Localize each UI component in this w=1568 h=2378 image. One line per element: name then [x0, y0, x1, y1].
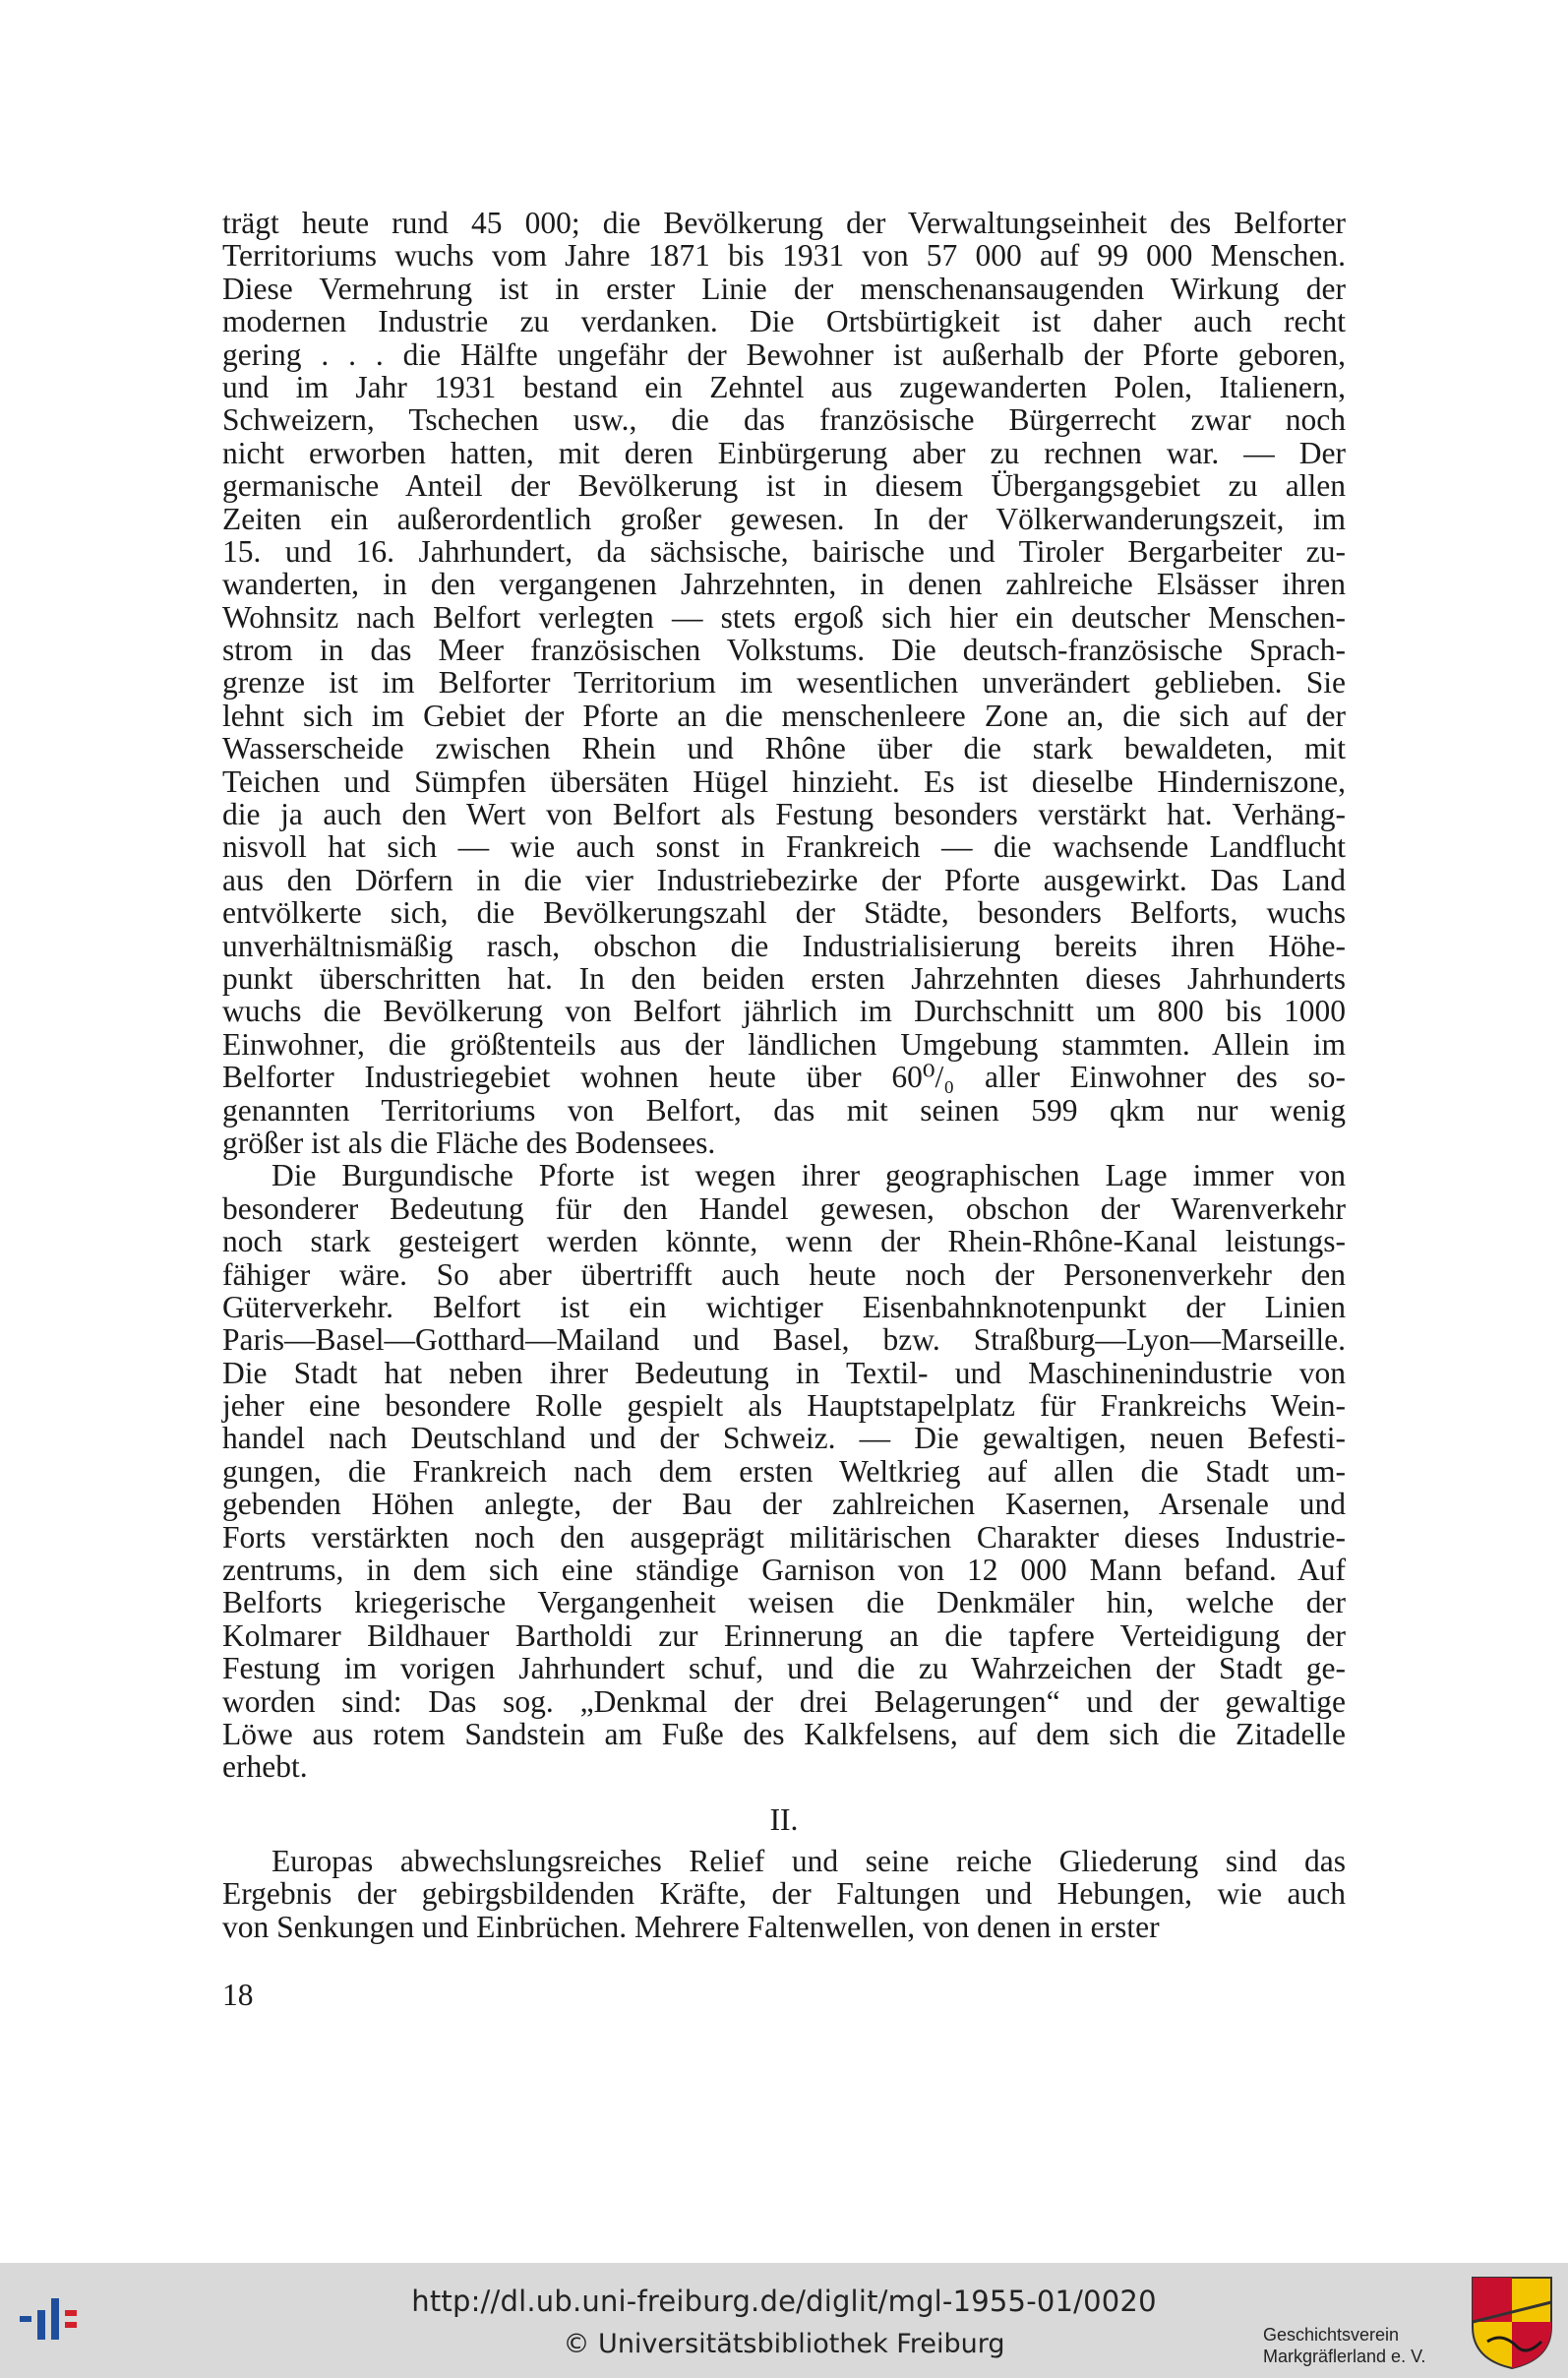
- text-line: Die Burgundische Pforte ist wegen ihrer geographischen Lage immer von: [271, 1158, 1346, 1193]
- text-line: lehnt sich im Gebiet der Pforte an die menschenleere Zone an, die sich auf der: [222, 698, 1346, 733]
- coat-of-arms-icon: [1468, 2273, 1556, 2371]
- text-line: entvölkerte sich, die Bevölkerungszahl der Städte, besonders Belforts, wuchs: [222, 895, 1346, 931]
- text-line: Territoriums wuchs vom Jahre 1871 bis 1931 von 57 000 auf 99 000 Menschen.: [222, 238, 1346, 274]
- text-line: Die Stadt hat neben ihrer Bedeutung in Textil- und Maschinenindustrie von: [222, 1355, 1346, 1390]
- section-heading: II.: [769, 1802, 799, 1837]
- text-line: aus den Dörfern in die vier Industriebezirke der Pforte ausgewirkt. Das Land: [222, 862, 1346, 897]
- page-number: 18: [222, 1978, 254, 2012]
- text-line: besonderer Bedeutung für den Handel gewesen, obschon der Warenverkehr: [222, 1190, 1346, 1226]
- text-line: Europas abwechslungsreiches Relief und seine reiche Gliederung sind das: [271, 1844, 1346, 1878]
- body-text-continued: [222, 1845, 1346, 1943]
- text-line: Teichen und Sümpfen übersäten Hügel hinzieht. Es ist dieselbe Hinderniszone,: [222, 763, 1346, 799]
- text-line: Schweizern, Tschechen usw., die das französische Bürgerrecht zwar noch: [222, 402, 1346, 438]
- text-line: grenze ist im Belforter Territorium im wesentlichen unverändert geblieben. Sie: [222, 665, 1346, 701]
- text-line: germanische Anteil der Bevölkerung ist in diesem Übergangsgebiet zu allen: [222, 468, 1346, 504]
- text-line: punkt überschritten hat. In den beiden ersten Jahrzehnten dieses Jahrhunderts: [222, 960, 1346, 996]
- text-line: unverhältnismäßig rasch, obschon die Industrialisierung bereits ihren Höhe-: [222, 928, 1346, 963]
- text-line: genannten Territoriums von Belfort, das mit seinen 599 qkm nur wenig: [222, 1092, 1346, 1128]
- text-line: Ergebnis der gebirgsbildenden Kräfte, der Faltungen und Hebungen, wie auch: [222, 1876, 1346, 1912]
- org-name-line1: Geschichtsverein: [1263, 2325, 1400, 2345]
- text-line: Kolmarer Bildhauer Bartholdi zur Erinnerung an die tapfere Verteidigung der: [222, 1617, 1346, 1653]
- text-line: gebenden Höhen anlegte, der Bau der zahlreichen Kasernen, Arsenale und: [222, 1487, 1346, 1522]
- text-line: Belforts kriegerische Vergangenheit weisen die Denkmäler hin, welche der: [222, 1585, 1346, 1620]
- org-name-line2: Markgräflerland e. V.: [1263, 2347, 1426, 2366]
- text-line: gungen, die Frankreich nach dem ersten Weltkrieg auf allen die Stadt um-: [222, 1453, 1346, 1489]
- text-line: fähiger wäre. So aber übertrifft auch heute noch der Personenverkehr den: [222, 1256, 1346, 1292]
- text-line: Forts verstärkten noch den ausgeprägt militärischen Charakter dieses Industrie-: [222, 1519, 1346, 1555]
- text-line: Löwe aus rotem Sandstein am Fuße des Kalkfelsens, auf dem sich die Zitadelle: [222, 1716, 1346, 1751]
- paragraph-3: [222, 1845, 1346, 1943]
- text-line: Wasserscheide zwischen Rhein und Rhône über die stark bewaldeten, mit: [222, 731, 1346, 766]
- text-line: noch stark gesteigert werden könnte, wenn der Rhein-Rhône-Kanal leistungs-: [222, 1224, 1346, 1259]
- viewer-footer: [0, 2263, 1568, 2378]
- text-line: gering . . . die Hälfte ungefähr der Bewohner ist außerhalb der Pforte geboren,: [222, 336, 1346, 372]
- text-line: von Senkungen und Einbrüchen. Mehrere Faltenwellen, von denen in erster: [222, 1909, 1160, 1944]
- text-line: modernen Industrie zu verdanken. Die Ortsbürtigkeit ist daher auch recht: [222, 304, 1346, 339]
- text-line: nisvoll hat sich — wie auch sonst in Frankreich — die wachsende Landflucht: [222, 829, 1346, 865]
- text-line: 15. und 16. Jahrhundert, da sächsische, bairische und Tiroler Bergarbeiter zu-: [222, 533, 1346, 569]
- footer-url-link[interactable]: http://dl.ub.uni-freiburg.de/diglit/mgl-1955-01/0020: [411, 2285, 1157, 2318]
- footer-copyright: © Universitätsbibliothek Freiburg: [563, 2329, 1005, 2359]
- text-line: erhebt.: [222, 1749, 308, 1785]
- body-text: [222, 207, 1346, 1784]
- text-line: Festung im vorigen Jahrhundert schuf, und die zu Wahrzeichen der Stadt ge-: [222, 1651, 1346, 1686]
- text-line: jeher eine besondere Rolle gespielt als Hauptstapelplatz für Frankreichs Wein-: [222, 1388, 1346, 1424]
- text-line: Diese Vermehrung ist in erster Linie der menschenansaugenden Wirkung der: [222, 271, 1346, 306]
- text-line: wanderten, in den vergangenen Jahrzehnten, in denen zahlreiche Elsässer ihren: [222, 567, 1346, 602]
- text-line: handel nach Deutschland und der Schweiz. — Die gewaltigen, neuen Befesti-: [222, 1421, 1346, 1456]
- text-line: worden sind: Das sog. „Denkmal der drei Belagerungen“ und der gewaltige: [222, 1683, 1346, 1719]
- text-line: zentrums, in dem sich eine ständige Garnison von 12 000 Mann befand. Auf: [222, 1553, 1346, 1588]
- text-line: nicht erworben hatten, mit deren Einbürgerung aber zu rechnen war. — Der: [222, 435, 1346, 470]
- text-line: Paris—Basel—Gotthard—Mailand und Basel, bzw. Straßburg—Lyon—Marseille.: [222, 1322, 1346, 1358]
- text-line: die ja auch den Wert von Belfort als Festung besonders verstärkt hat. Verhäng-: [222, 797, 1346, 832]
- paragraph-1: [222, 207, 1346, 1159]
- text-line: trägt heute rund 45 000; die Bevölkerung der Verwaltungseinheit des Belforter: [222, 206, 1346, 240]
- text-line: Einwohner, die größtenteils aus der ländlichen Umgebung stammten. Allein im: [222, 1026, 1346, 1062]
- text-line: Zeiten ein außerordentlich großer gewesen. In der Völkerwanderungszeit, im: [222, 501, 1346, 536]
- text-line: größer ist als die Fläche des Bodensees.: [222, 1125, 716, 1160]
- text-line: Belforter Industriegebiet wohnen heute über 60⁰/₀ aller Einwohner des so-: [222, 1060, 1346, 1095]
- footer-organization: [1263, 2324, 1479, 2367]
- text-line: Wohnsitz nach Belfort verlegten — stets ergoß sich hier ein deutscher Menschen-: [222, 599, 1346, 635]
- text-line: wuchs die Bevölkerung von Belfort jährlich im Durchschnitt um 800 bis 1000: [222, 994, 1346, 1029]
- text-line: strom in das Meer französischen Volkstums. Die deutsch-französische Sprach-: [222, 633, 1346, 668]
- text-line: Güterverkehr. Belfort ist ein wichtiger Eisenbahnknotenpunkt der Linien: [222, 1289, 1346, 1324]
- paragraph-2: [222, 1159, 1346, 1783]
- text-line: und im Jahr 1931 bestand ein Zehntel aus zugewanderten Polen, Italienern,: [222, 369, 1346, 404]
